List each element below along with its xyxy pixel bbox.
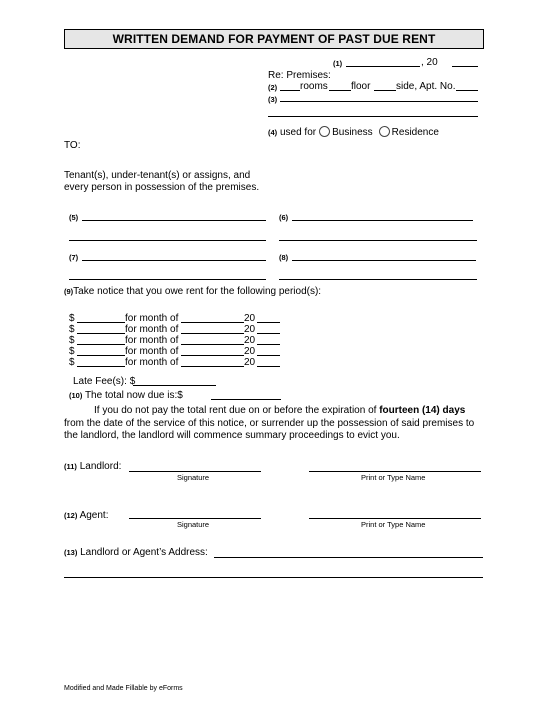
rent-dollar-sign: $ [69, 346, 75, 357]
rent-month-of-label: for month of [125, 335, 179, 346]
premises-address-input[interactable] [280, 101, 478, 102]
paragraph-part-1: If you do not pay the total rent due on or before the expiration of [94, 405, 380, 416]
field-number-6: (6) [279, 213, 289, 222]
field-number-2: (2) [268, 83, 278, 92]
rent-year-prefix: 20 [244, 324, 256, 335]
address-input[interactable] [214, 557, 483, 558]
eviction-notice-paragraph [64, 405, 484, 443]
field-number-5: (5) [69, 213, 79, 222]
used-for-label: used for [279, 127, 317, 138]
rent-month-input[interactable] [181, 322, 244, 323]
tenant-5-input[interactable] [82, 220, 266, 221]
rent-dollar-sign: $ [69, 335, 75, 346]
apt-input[interactable] [456, 90, 478, 91]
tenant-6-input-2[interactable] [279, 240, 477, 241]
residence-radio[interactable] [379, 126, 390, 137]
rent-month-of-label: for month of [125, 324, 179, 335]
year-input[interactable] [452, 66, 478, 67]
landlord-print-name-caption: Print or Type Name [361, 473, 426, 482]
business-label: Business [332, 127, 373, 138]
rent-year-input[interactable] [257, 355, 280, 356]
agent-label: Agent: [79, 510, 109, 521]
rooms-input[interactable] [280, 90, 300, 91]
landlord-signature-input[interactable] [129, 471, 261, 472]
field-number-1: (1) [333, 59, 343, 68]
used-for-row [268, 126, 439, 138]
field-number-12: (12) [64, 511, 78, 520]
rent-year-input[interactable] [257, 322, 280, 323]
floor-input[interactable] [329, 90, 351, 91]
rent-month-of-label: for month of [125, 346, 179, 357]
rent-amount-input[interactable] [77, 333, 125, 334]
rent-year-prefix: 20 [244, 357, 256, 368]
rooms-label: rooms [300, 81, 328, 92]
agent-print-name-input[interactable] [309, 518, 481, 519]
side-apt-label: side, Apt. No. [396, 81, 456, 92]
address-row [64, 547, 208, 558]
rent-year-prefix: 20 [244, 313, 256, 324]
tenant-description-line2: every person in possession of the premises. [64, 182, 260, 193]
field-number-13: (13) [64, 548, 78, 557]
rent-dollar-sign: $ [69, 313, 75, 324]
tenant-6-input[interactable] [292, 220, 473, 221]
rent-amount-input[interactable] [77, 355, 125, 356]
tenant-5-input-2[interactable] [69, 240, 266, 241]
rent-month-input[interactable] [181, 333, 244, 334]
field-number-8: (8) [279, 253, 289, 262]
rent-year-prefix: 20 [244, 335, 256, 346]
rent-year-input[interactable] [257, 333, 280, 334]
late-fee-input[interactable] [133, 385, 216, 386]
rent-month-of-label: for month of [125, 357, 179, 368]
rent-amount-input[interactable] [77, 366, 125, 367]
rent-month-of-label: for month of [125, 313, 179, 324]
landlord-print-name-input[interactable] [309, 471, 481, 472]
form-title: WRITTEN DEMAND FOR PAYMENT OF PAST DUE RENT [64, 29, 484, 49]
paragraph-part-2: from the date of the service of this notice, or surrender up the possession of said premises to the landlord, the landlord will commence summary proceedings to evict you. [64, 417, 475, 441]
total-due-label: The total now due is:$ [84, 390, 183, 401]
rent-year-prefix: 20 [244, 346, 256, 357]
agent-print-name-caption: Print or Type Name [361, 520, 426, 529]
late-fee-label: Late Fee(s): $ [73, 376, 136, 387]
rent-year-input[interactable] [257, 366, 280, 367]
field-number-4: (4) [268, 128, 278, 137]
rent-month-input[interactable] [181, 355, 244, 356]
to-label: TO: [64, 140, 81, 151]
date-input[interactable] [346, 66, 420, 67]
tenant-7-input-2[interactable] [69, 279, 266, 280]
total-due-line [69, 390, 183, 401]
tenant-8-input[interactable] [292, 260, 476, 261]
field-number-11: (11) [64, 462, 77, 471]
rent-amount-input[interactable] [77, 344, 125, 345]
rent-amount-input[interactable] [77, 322, 125, 323]
side-input[interactable] [374, 90, 396, 91]
landlord-signature-caption: Signature [177, 473, 210, 482]
agent-row [64, 510, 109, 521]
address-input-2[interactable] [64, 577, 483, 578]
residence-label: Residence [391, 127, 439, 138]
field-number-9: (9) [64, 287, 74, 296]
rent-month-input[interactable] [181, 344, 244, 345]
notice-text: Take notice that you owe rent for the following period(s): [73, 286, 322, 297]
agent-signature-caption: Signature [177, 520, 210, 529]
landlord-label: Landlord: [79, 461, 122, 472]
tenant-description-line1: Tenant(s), under-tenant(s) or assigns, and [64, 170, 251, 181]
rent-year-input[interactable] [257, 344, 280, 345]
rent-dollar-sign: $ [69, 324, 75, 335]
tenant-7-input[interactable] [82, 260, 266, 261]
notice-line [64, 286, 321, 297]
footer-credit: Modified and Made Fillable by eForms [64, 685, 183, 692]
re-premises-label: Re: Premises: [268, 70, 331, 81]
paragraph-bold-days: fourteen (14) days [379, 405, 466, 416]
floor-label: floor [351, 81, 371, 92]
agent-signature-input[interactable] [129, 518, 261, 519]
landlord-row [64, 461, 121, 472]
rent-month-input[interactable] [181, 366, 244, 367]
tenant-8-input-2[interactable] [279, 279, 477, 280]
business-radio[interactable] [319, 126, 330, 137]
field-number-7: (7) [69, 253, 79, 262]
rent-dollar-sign: $ [69, 357, 75, 368]
field-number-10: (10) [69, 391, 83, 400]
premises-address-input-2[interactable] [268, 116, 478, 117]
year-prefix: , 20 [421, 57, 438, 68]
address-label: Landlord or Agent’s Address: [80, 547, 208, 558]
field-number-3: (3) [268, 95, 278, 104]
total-due-input[interactable] [211, 399, 281, 400]
